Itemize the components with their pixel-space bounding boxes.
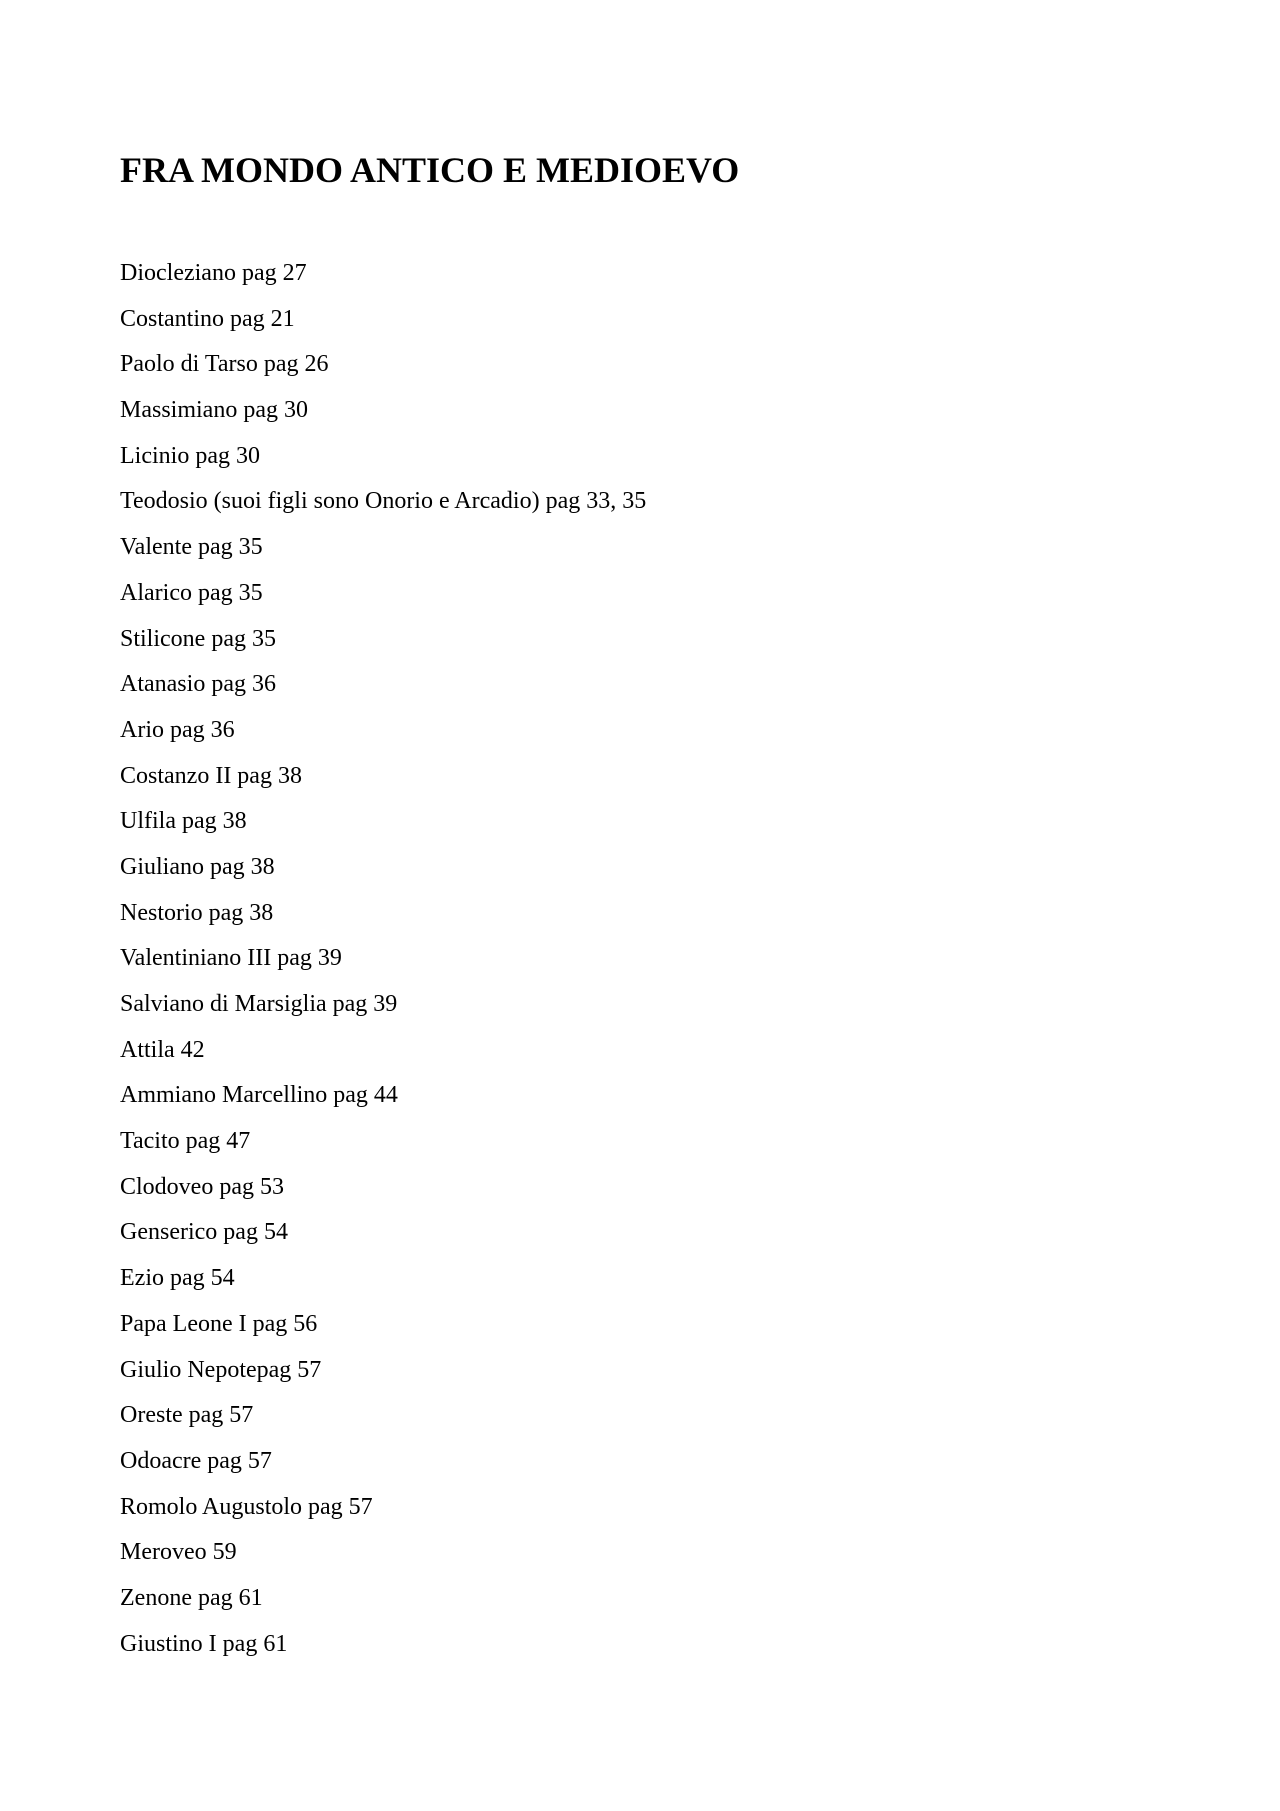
list-item: Giuliano pag 38 (120, 853, 275, 880)
list-item: Ario pag 36 (120, 716, 235, 743)
list-item: Romolo Augustolo pag 57 (120, 1493, 373, 1520)
list-item: Giustino I pag 61 (120, 1630, 288, 1657)
list-item: Genserico pag 54 (120, 1219, 288, 1246)
list-item: Massimiano pag 30 (120, 397, 308, 424)
list-item: Salviano di Marsiglia pag 39 (120, 991, 398, 1017)
list-item: Odoacre pag 57 (120, 1447, 272, 1474)
document-title: FRA MONDO ANTICO E MEDIOEVO (120, 150, 740, 190)
list-item: Valentiniano III pag 39 (120, 945, 342, 972)
list-item: Ezio pag 54 (120, 1265, 235, 1292)
list-item: Teodosio (suoi figli sono Onorio e Arcadio) pag 33, 35 (120, 488, 647, 515)
list-item: Ammiano Marcellino pag 44 (120, 1082, 398, 1109)
list-item: Alarico pag 35 (120, 579, 263, 606)
list-item: Licinio pag 30 (120, 442, 260, 469)
entry-list (120, 251, 646, 1667)
list-item: Ulfila pag 38 (120, 808, 247, 835)
list-item: Nestorio pag 38 (120, 899, 274, 926)
list-item: Clodoveo pag 53 (120, 1173, 284, 1200)
list-item: Meroveo 59 (120, 1539, 237, 1566)
list-item: Valente pag 35 (120, 534, 263, 561)
list-item: Atanasio pag 36 (120, 671, 276, 698)
list-item: Paolo di Tarso pag 26 (120, 351, 329, 378)
list-item: Stilicone pag 35 (120, 625, 276, 652)
list-item: Attila 42 (120, 1036, 205, 1063)
list-item: Zenone pag 61 (120, 1584, 263, 1611)
list-item: Tacito pag 47 (120, 1128, 251, 1155)
list-item: Giulio Nepotepag 57 (120, 1356, 322, 1383)
list-item: Costanzo II pag 38 (120, 762, 302, 789)
list-item: Oreste pag 57 (120, 1402, 254, 1429)
list-item: Diocleziano pag 27 (120, 260, 307, 286)
list-item: Costantino pag 21 (120, 305, 295, 332)
list-item: Papa Leone I pag 56 (120, 1310, 318, 1337)
